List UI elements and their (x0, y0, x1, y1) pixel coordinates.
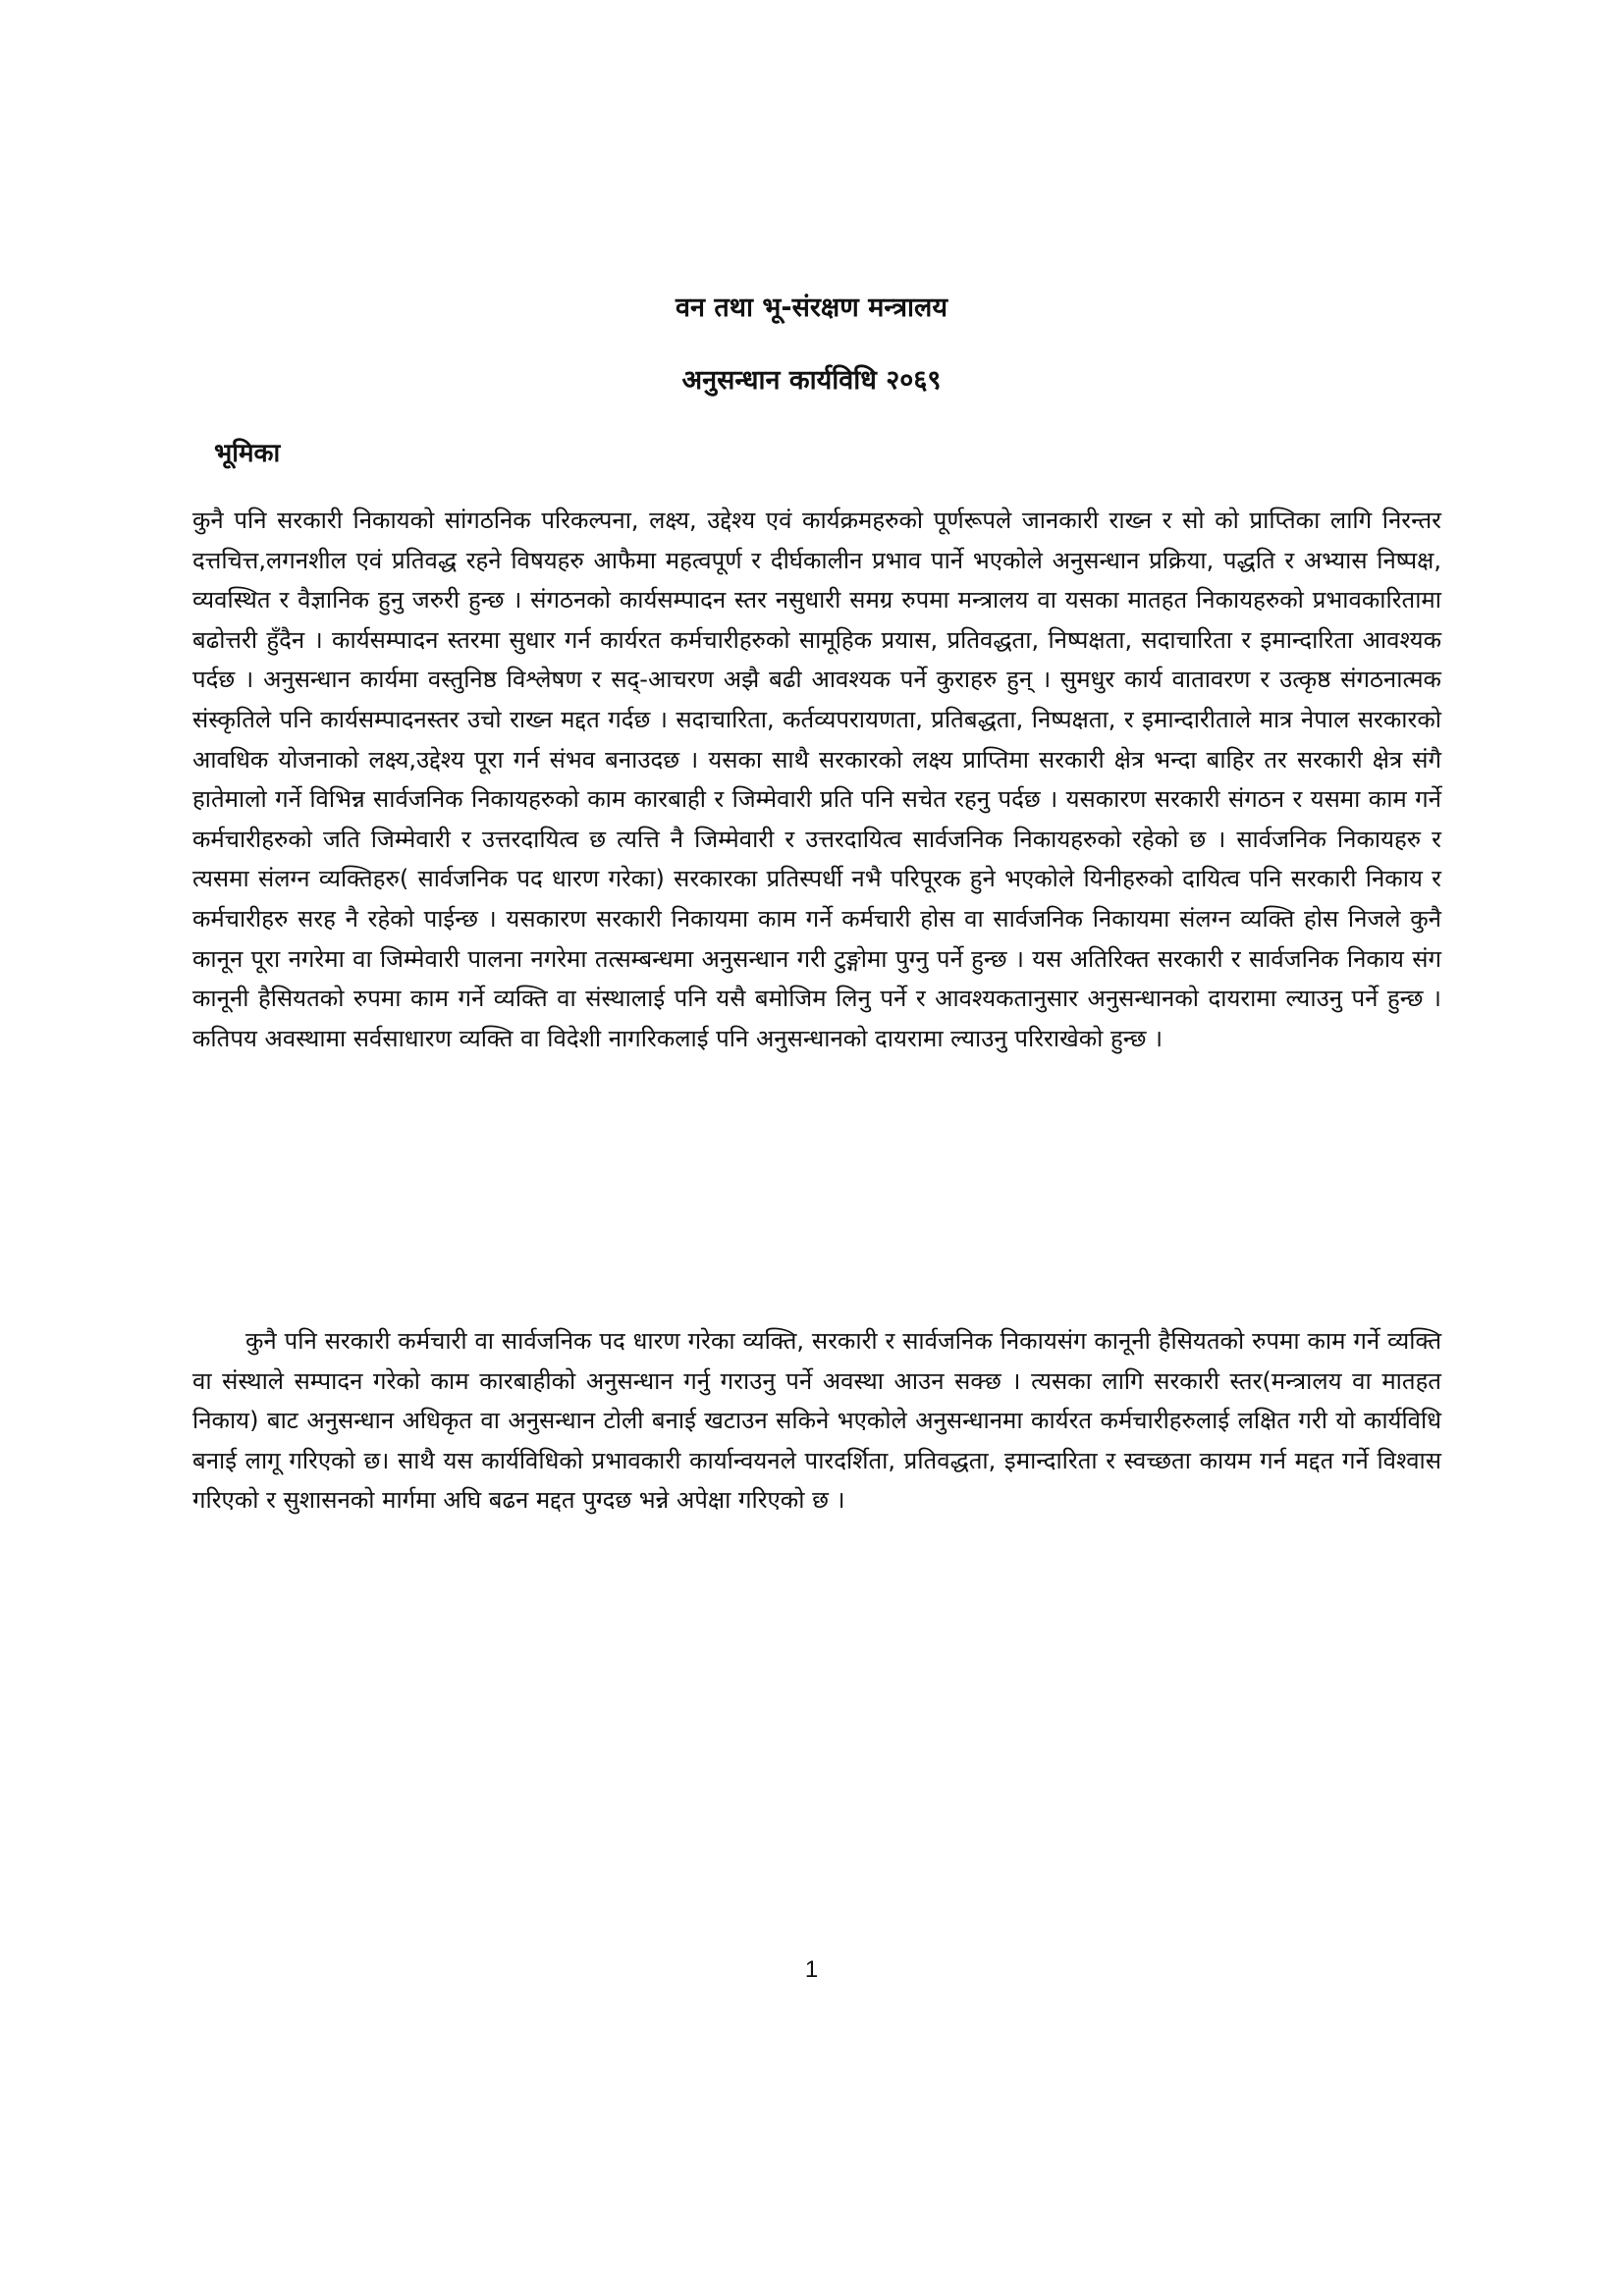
document-subtitle: अनुसन्धान कार्यविधि २०६९ (681, 365, 942, 396)
body-paragraph-1: कुनै पनि सरकारी निकायको सांगठनिक परिकल्पना, लक्ष्य, उद्देश्य एवं कार्यक्रमहरुको पूर्णरूपले जानकारी राख्न र सो को प्राप्तिका लागि निरन्तर दत्तचित्त,लगनशील एवं प्रतिवद्ध रहने विषयहरु आफैमा महत्वपूर्ण र दीर्घकालीन प्रभाव पार्ने भएकोले अनुसन्धान प्रक्रिया, पद्धति र अभ्यास निष्पक्ष, व्यवस्थित र वैज्ञानिक हुनु जरुरी हुन्छ । संगठनको कार्यसम्पादन स्तर नसुधारी समग्र रुपमा मन्त्रालय वा यसका मातहत निकायहरुको प्रभावकारितामा बढोत्तरी हुँदैन । कार्यसम्पादन स्तरमा सुधार गर्न कार्यरत कर्मचारीहरुको सामूहिक प्रयास, प्रतिवद्धता, निष्पक्षता, सदाचारिता र इमान्दारिता आवश्यक पर्दछ । अनुसन्धान कार्यमा वस्तुनिष्ठ विश्लेषण र सद्-आचरण अझै बढी आवश्यक पर्ने कुराहरु हुन् । सुमधुर कार्य वातावरण र उत्कृष्ठ संगठनात्मक संस्कृतिले पनि कार्यसम्पादनस्तर उचो राख्न मद्दत गर्दछ । सदाचारिता, कर्तव्यपरायणता, प्रतिबद्धता, निष्पक्षता, र इमान्दारीताले मात्र नेपाल सरकारको आवधिक योजनाको लक्ष्य,उद्देश्य पूरा गर्न संभव बनाउदछ । यसका साथै सरकारको लक्ष्य प्राप्तिमा सरकारी क्षेत्र भन्दा बाहिर तर सरकारी क्षेत्र संगै हातेमालो गर्ने विभिन्न सार्वजनिक निकायहरुको काम कारबाही र जिम्मेवारी प्रति पनि सचेत रहनु पर्दछ । यसकारण सरकारी संगठन र यसमा काम गर्ने कर्मचारीहरुको जति जिम्मेवारी र उत्तरदायित्व छ त्यत्ति नै जिम्मेवारी र उत्तरदायित्व सार्वजनिक निकायहरुको रहेको छ । सार्वजनिक निकायहरु र त्यसमा संलग्न व्यक्तिहरु( सार्वजनिक पद धारण गरेका) सरकारका प्रतिस्पर्धी नभै परिपूरक हुने भएकोले यिनीहरुको दायित्व पनि सरकारी निकाय र कर्मचारीहरु सरह नै रहेको पाईन्छ । यसकारण सरकारी निकायमा काम गर्ने कर्मचारी होस वा सार्वजनिक निकायमा संलग्न व्यक्ति होस निजले कुनै कानून पूरा नगरेमा वा जिम्मेवारी पालना नगरेमा तत्सम्बन्धमा अनुसन्धान गरी टुङ्गोमा पुग्नु पर्ने हुन्छ । यस अतिरिक्त सरकारी र सार्वजनिक निकाय संग कानूनी हैसियतको रुपमा काम गर्ने व्यक्ति वा संस्थालाई पनि यसै बमोजिम लिनु पर्ने र आवश्यकतानुसार अनुसन्धानको दायरामा ल्याउनु पर्ने हुन्छ । कतिपय अवस्थामा सर्वसाधारण व्यक्ति वा विदेशी नागरिकलाई पनि अनुसन्धानको दायरामा ल्याउनु परिराखेको हुन्छ । (192, 507, 1441, 1052)
page-number: 1 (804, 1956, 819, 1983)
document-title: वन तथा भू-संरक्षण मन्त्रालय (676, 293, 947, 323)
section-heading: भूमिका (214, 439, 281, 468)
body-paragraph-2: कुनै पनि सरकारी कर्मचारी वा सार्वजनिक पद धारण गरेका व्यक्ति, सरकारी र सार्वजनिक निकायसंग कानूनी हैसियतको रुपमा काम गर्ने व्यक्ति वा संस्थाले सम्पादन गरेको काम कारबाहीको अनुसन्धान गर्नु गराउनु पर्ने अवस्था आउन सक्छ । त्यसका लागि सरकारी स्तर(मन्त्रालय वा मातहत निकाय) बाट अनुसन्धान अधिकृत वा अनुसन्धान टोली बनाई खटाउन सकिने भएकोले अनुसन्धानमा कार्यरत कर्मचारीहरुलाई लक्षित गरी यो कार्यविधि बनाई लागू गरिएको छ। साथै यस कार्यविधिको प्रभावकारी कार्यान्वयनले पारदर्शिता, प्रतिवद्धता, इमान्दारिता र स्वच्छता कायम गर्न मद्दत गर्ने विश्वास गरिएको र सुशासनको मार्गमा अघि बढन मद्दत पुग्दछ भन्ने अपेक्षा गरिएको छ । (192, 1327, 1441, 1515)
